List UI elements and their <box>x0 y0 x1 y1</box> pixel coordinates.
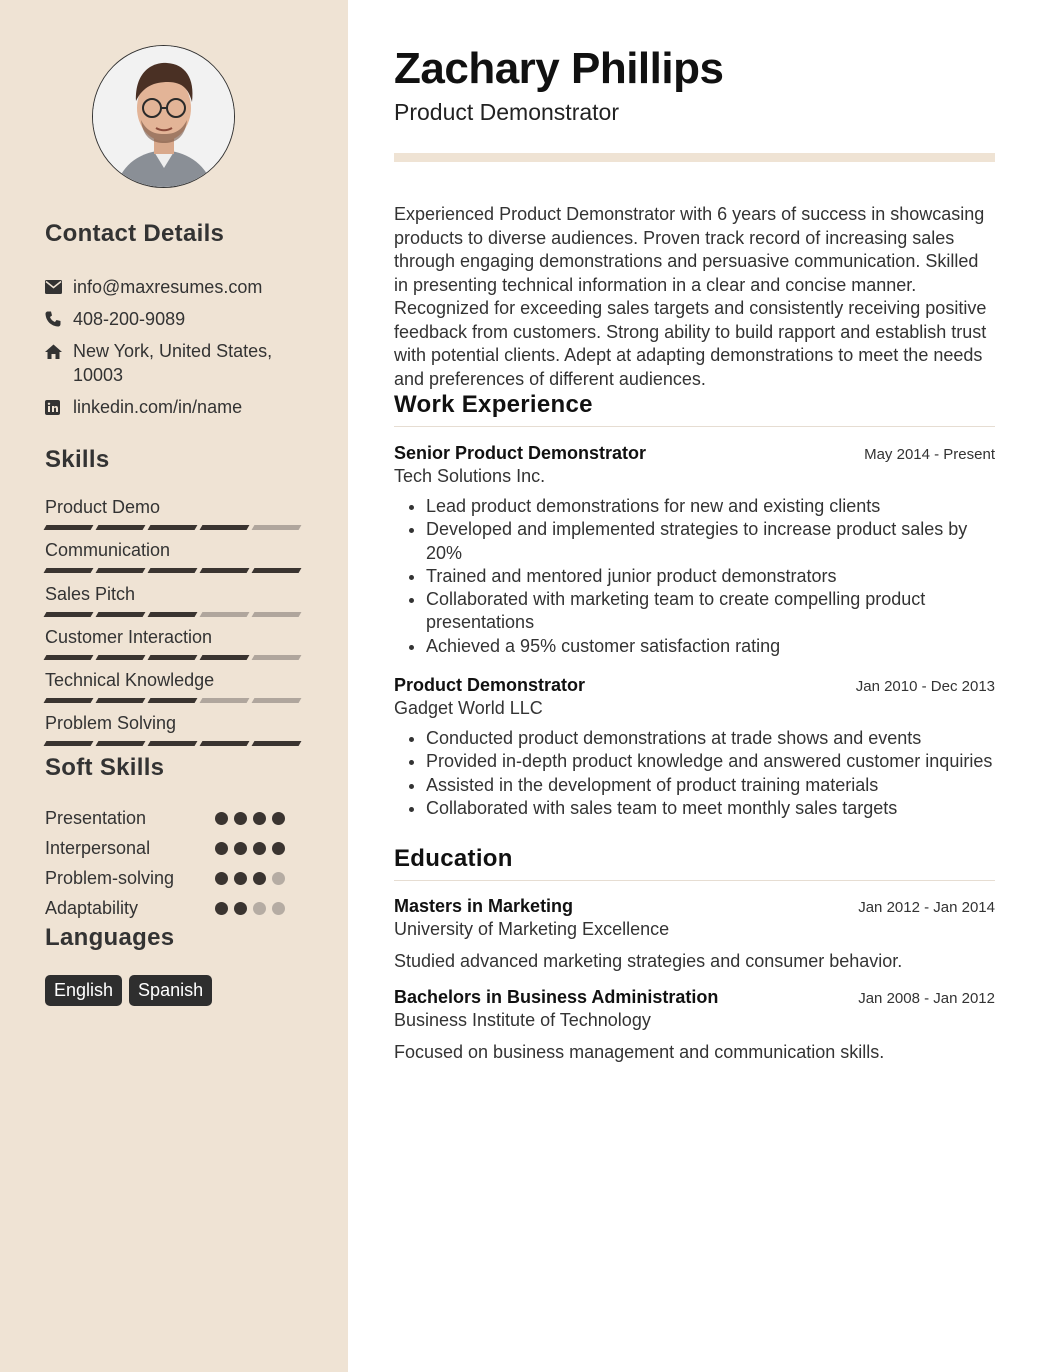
soft-skill-label: Interpersonal <box>45 837 151 858</box>
contact-email-row <box>45 275 315 299</box>
school-name: University of Marketing Excellence <box>394 919 670 939</box>
education-dates: Jan 2012 - Jan 2014 <box>858 899 995 916</box>
contact-address: New York, United States, 10003 <box>73 341 273 385</box>
contact-linkedin[interactable]: linkedin.com/in/name <box>73 397 243 417</box>
phone-icon <box>45 307 73 331</box>
rating-dot <box>272 902 285 915</box>
language-pill: English <box>45 975 122 1006</box>
skills-heading: Skills <box>45 446 110 473</box>
header-divider <box>394 153 995 162</box>
skill-level-bars <box>45 525 303 530</box>
avatar <box>92 45 235 188</box>
skill-level-segment <box>252 612 302 617</box>
rating-dot <box>272 872 285 885</box>
rating-dot <box>272 842 285 855</box>
work-experience-heading: Work Experience <box>394 391 593 418</box>
education-entry <box>394 894 995 973</box>
skill-level-segment <box>96 525 146 530</box>
rating-dot <box>234 842 247 855</box>
job-bullet: • Collaborated with sales team to meet monthly sales targets <box>426 797 995 820</box>
skill-level-segment <box>200 612 250 617</box>
skill-level-segment <box>96 698 146 703</box>
rating-dot <box>272 812 285 825</box>
home-icon <box>45 339 73 363</box>
skill-level-bars <box>45 741 303 746</box>
rating-dot <box>253 902 266 915</box>
rating-dot <box>234 902 247 915</box>
linkedin-icon <box>45 395 73 419</box>
skill-level-segment <box>200 655 250 660</box>
skill-item <box>45 538 303 581</box>
job-title: Senior Product Demonstrator <box>394 443 647 463</box>
skill-level-segment <box>44 655 94 660</box>
skill-level-segment <box>44 612 94 617</box>
skill-level-bars <box>45 655 303 660</box>
education-dates: Jan 2008 - Jan 2012 <box>858 990 995 1007</box>
skill-label: Technical Knowledge <box>45 670 215 691</box>
soft-skill-label: Problem-solving <box>45 867 175 888</box>
soft-skill-rating <box>215 902 285 915</box>
skill-item <box>45 495 303 538</box>
contact-address-row <box>45 339 315 387</box>
skill-level-segment <box>148 612 198 617</box>
skill-level-segment <box>148 568 198 573</box>
job-entry <box>394 673 995 820</box>
skill-level-segment <box>148 741 198 746</box>
education-section-divider <box>394 880 995 881</box>
rating-dot <box>215 812 228 825</box>
degree-title: Masters in Marketing <box>394 896 574 916</box>
work-section-divider <box>394 426 995 427</box>
education-heading: Education <box>394 845 513 872</box>
job-company: Tech Solutions Inc. <box>394 466 546 486</box>
skill-level-segment <box>44 568 94 573</box>
skill-level-bars <box>45 698 303 703</box>
education-description: Focused on business management and communication skills. <box>394 1042 885 1062</box>
job-bullet: • Developed and implemented strategies to increase product sales by 20% <box>426 518 995 565</box>
skill-level-segment <box>96 568 146 573</box>
rating-dot <box>234 872 247 885</box>
skill-label: Product Demo <box>45 497 161 517</box>
job-bullet: • Conducted product demonstrations at trade shows and events <box>426 727 995 750</box>
job-bullet: • Trained and mentored junior product demonstrators <box>426 565 995 588</box>
job-bullets <box>394 727 995 820</box>
skill-level-segment <box>44 525 94 530</box>
candidate-title: Product Demonstrator <box>394 99 619 125</box>
rating-dot <box>215 842 228 855</box>
skill-level-bars <box>45 612 303 617</box>
skill-level-segment <box>96 741 146 746</box>
contact-email[interactable]: info@maxresumes.com <box>73 277 263 297</box>
soft-skill-item <box>45 863 305 893</box>
skill-level-segment <box>148 698 198 703</box>
skill-level-segment <box>252 698 302 703</box>
skills-list <box>45 495 303 755</box>
rating-dot <box>234 812 247 825</box>
soft-skills-list <box>45 803 305 923</box>
skill-label: Customer Interaction <box>45 626 213 647</box>
skill-level-bars <box>45 568 303 573</box>
skill-item <box>45 625 303 668</box>
skill-item <box>45 582 303 625</box>
skill-level-segment <box>200 525 250 530</box>
rating-dot <box>253 812 266 825</box>
job-dates: May 2014 - Present <box>864 446 995 463</box>
job-company: Gadget World LLC <box>394 698 543 718</box>
contact-phone-row <box>45 307 315 331</box>
soft-skills-heading: Soft Skills <box>45 754 165 781</box>
job-title: Product Demonstrator <box>394 675 586 695</box>
language-pill: Spanish <box>129 975 212 1006</box>
envelope-icon <box>45 275 73 299</box>
soft-skill-label: Presentation <box>45 807 147 828</box>
skill-item <box>45 668 303 711</box>
languages-heading: Languages <box>45 924 175 951</box>
main-content <box>348 0 1040 1372</box>
profile-summary: Experienced Product Demonstrator with 6 years of success in showcasing products to diverse audiences. Proven track record of increasing sales through engaging demonstrations and persuasive communication. Skilled in presenting technical information in a clear and concise manner. Recognized for exceeding sales targets and consistently receiving positive feedback from customers. Strong ability to build rapport and establish trust with potential clients. Adept at adapting demonstrations to meet the needs and preferences of different audiences. <box>394 204 987 389</box>
skill-level-segment <box>200 741 250 746</box>
soft-skill-rating <box>215 872 285 885</box>
rating-dot <box>215 902 228 915</box>
job-bullet: • Collaborated with marketing team to create compelling product presentations <box>426 588 995 635</box>
soft-skill-label: Adaptability <box>45 897 139 918</box>
skill-level-segment <box>44 698 94 703</box>
skill-label: Communication <box>45 540 171 561</box>
contact-phone[interactable]: 408-200-9089 <box>73 309 186 329</box>
soft-skill-item <box>45 893 305 923</box>
skill-label: Sales Pitch <box>45 583 136 604</box>
job-bullet: • Achieved a 95% customer satisfaction rating <box>426 635 995 658</box>
job-bullets <box>394 495 995 658</box>
contact-list <box>45 275 315 427</box>
soft-skill-rating <box>215 812 285 825</box>
candidate-name: Zachary Phillips <box>394 44 724 93</box>
skill-level-segment <box>252 525 302 530</box>
skill-label: Problem Solving <box>45 713 177 734</box>
rating-dot <box>215 872 228 885</box>
skill-level-segment <box>148 655 198 660</box>
contact-linkedin-row <box>45 395 315 419</box>
soft-skill-item <box>45 803 305 833</box>
skill-level-segment <box>200 698 250 703</box>
school-name: Business Institute of Technology <box>394 1010 651 1030</box>
skill-level-segment <box>252 568 302 573</box>
job-entry <box>394 441 995 658</box>
job-bullet: • Lead product demonstrations for new and existing clients <box>426 495 995 518</box>
skill-level-segment <box>252 741 302 746</box>
skill-item <box>45 711 303 754</box>
skill-level-segment <box>252 655 302 660</box>
education-description: Studied advanced marketing strategies and consumer behavior. <box>394 951 903 971</box>
skill-level-segment <box>200 568 250 573</box>
skill-level-segment <box>96 655 146 660</box>
rating-dot <box>253 872 266 885</box>
rating-dot <box>253 842 266 855</box>
skill-level-segment <box>148 525 198 530</box>
job-bullet: • Assisted in the development of product training materials <box>426 774 995 797</box>
languages-list <box>45 975 212 1006</box>
job-bullet: • Provided in-depth product knowledge and answered customer inquiries <box>426 750 995 773</box>
skill-level-segment <box>44 741 94 746</box>
contact-heading: Contact Details <box>45 220 225 247</box>
soft-skill-rating <box>215 842 285 855</box>
skill-level-segment <box>96 612 146 617</box>
job-dates: Jan 2010 - Dec 2013 <box>855 678 995 695</box>
education-entry <box>394 985 995 1064</box>
sidebar <box>0 0 348 1372</box>
soft-skill-item <box>45 833 305 863</box>
degree-title: Bachelors in Business Administration <box>394 987 719 1007</box>
